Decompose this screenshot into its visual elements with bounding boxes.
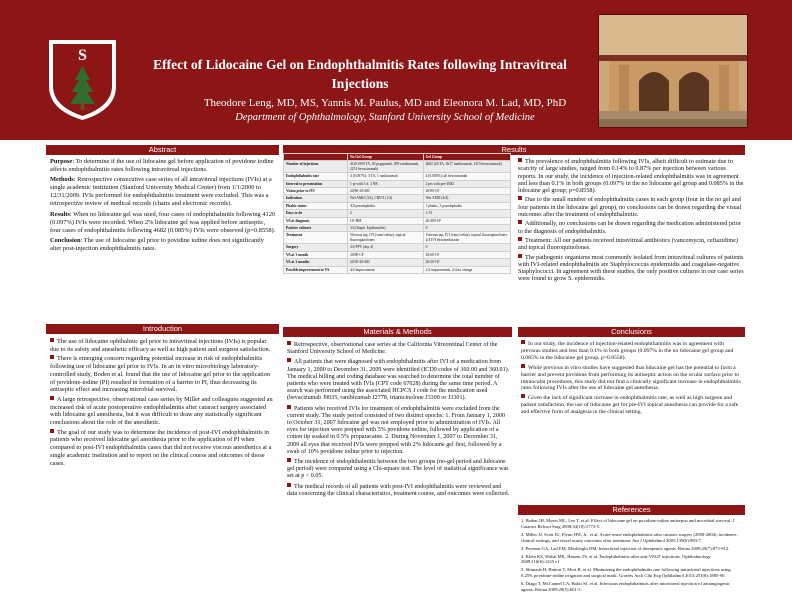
- reference-item: 6. Diago T, McCannel CA, Bakri SJ, et al. Infectious endophthalmitis after intravitreal injection of antiangiogenic agents. Retina 2009;29(5):601-5.: [521, 581, 731, 593]
- abstract-heading: Abstract: [46, 145, 279, 155]
- bullet-icon: [518, 196, 522, 200]
- bullet-icon: [287, 341, 291, 345]
- reference-item: 1. Boden JH, Myers ML, Lee T, et al. Effect of lidocaine gel on povidone-iodine antisepsis and microbial survival. J Cataract Refract Surg 2008;34(10):1773-5.: [521, 518, 735, 529]
- table-header-cell: Gel Group: [423, 154, 510, 161]
- stanford-tree-shield-icon: [45, 36, 120, 122]
- list-item: A large retrospective, observational case series by Miller and colleagues suggested an increased risk of acute postoperative endophthalmitis after cataract surgery associated with lidocaine gel anesthesia, but it was difficult to draw any statistically significant conclusions about the role of the anesthetic.: [50, 395, 273, 427]
- bullet-icon: [287, 405, 291, 409]
- introduction-heading: Introduction: [46, 324, 279, 334]
- introduction-body: [50, 338, 276, 469]
- bullet-icon: [287, 483, 291, 487]
- table-row: VA at 3 months 20/50-20/400 20/20-CF: [284, 259, 511, 266]
- poster-header: [0, 0, 792, 140]
- list-item: Due to the small number of endophthalmitis cases in each group (four in the no gel and four patients in the lidocaine gel group), no conclusions can be drawn regarding the visual outcomes after the treatment of endophthalmitis.: [518, 196, 742, 219]
- table-row: VA at 1 month 20/80-CF 20/60-CF: [284, 251, 511, 258]
- table-row: Number of injections 4120 (809 TA, 20 pegaptanib, 859 ranibizumab, 2251 bevacizumab) 4682 (26 TA, 3617 ranibizumab, 1415 bevacizumab): [284, 161, 511, 173]
- bullet-icon: [518, 254, 522, 258]
- poster-authors: Theodore Leng, MD, MS, Yannis M. Paulus, MD and Eleonora M. Lad, MD, PhD: [203, 97, 567, 109]
- bullet-icon: [287, 458, 291, 462]
- list-item: The pathogenic organisms most commonly isolated from intravitreal cultures of patients with IVI-related endophthalmitis are Staphylococcus epidermidis and coagulase-negative Staphylococci. In agreement with these studies, the only positive cultures in our case series were found to grow S. epidermidis.: [518, 253, 744, 283]
- results-body: [518, 158, 744, 285]
- bullet-icon: [50, 355, 54, 359]
- reference-item: 5. Shimada H, Hattori T, Mori R, et al. Minimizing the endophthalmitis rate following intravitreal injections using 0.25% povidone-iodine irrigation and surgical mask. Graefes Arch Clin Exp Ophthalmol 2013;251(8):1885-90.: [521, 567, 731, 579]
- list-item: The medical records of all patients with post-IVI endophthalmitis were reviewed and data concerning the clinical characteristics, treatment course, and outcomes were collected.: [287, 483, 510, 497]
- bullet-icon: [287, 358, 291, 362]
- results-table: [283, 153, 511, 274]
- table-row: Phakic status All pseudophakic 1 phakic, 3 pseudophakic: [284, 202, 511, 209]
- list-item: All patients that were diagnosed with endophthalmitis after IVI of a medication from January 1, 2000 to December 31, 2009 were identified (ICD9 codes of 360.00 and 360.01). The medical billing and coding database was searched to determine the total number of patients who were treated with IVIs (CPT code 67028) during the same time period. A search was performed using the associated HCPCS J code for the medication used (bevacizumab J9035, ranibizumab J2778, triamcinolone J3300 or J3301).: [287, 359, 510, 402]
- bullet-icon: [521, 364, 525, 368]
- table-header-row: [284, 154, 511, 161]
- reference-item: 3. Peyman GA, Lad EM, Moshfeghi DM. Intravitreal injection of therapeutic agents. Retina 2009;29(7):875-912.: [521, 545, 730, 551]
- conclusions-body: [521, 340, 743, 418]
- table-header-cell: No Gel Group: [348, 154, 424, 161]
- poster-title: Effect of Lidocaine Gel on Endophthalmitis Rates following Intravitreal Injections: [153, 57, 567, 91]
- list-item: Given the lack of significant increase in endophthalmitis rate, as well as high surgeon and patient satisfaction, the use of lidocaine gel for pre-IVI topical anesthesia can provide for a safe and effective form of analgesia in the clinical setting.: [521, 395, 739, 416]
- abstract-methods: : Retrospective consecutive case series of all intravitreal injections (IVIs) at a single academic institution (Stanford University Medical Center) from 1/1/2000 to 12/31/2009. IVIs performed for endophthalmitis treatment were excluded. This was a retrospective review of medical records (charts and electronic records).: [50, 176, 272, 208]
- table-row: Endophthalmitis rate 4 (0.097%): 3 TA, 1 ranibizumab 4 (0.085%): all bevacizumab: [284, 173, 511, 180]
- list-item: In our study, the incidence of injection-related endophthalmitis was in agreement with previous studies and less than 0.1% in both groups (0.097% in the no lidocaine gel group and 0.085% in the lidocaine gel group, p=0.8558).: [521, 341, 734, 361]
- list-item: The incidence of endophthalmitis between the two groups (no-gel period and lidocaine gel period) were compared using a Chi-square test. The level of statistical significance was set at p < 0.05.: [287, 459, 509, 480]
- list-item: Treatment: All our patients received intravitreal antibiotics (vancomycin, ceftazidime) and topical fluoroquinolones.: [518, 236, 738, 252]
- materials-body: [287, 341, 510, 500]
- table-row: Possible improvement in VA 4/4 improvement 2/4 improvement, 2/4 no change: [284, 266, 511, 273]
- list-item: The goal of our study was to determine the incidence of post-IVI endophthalmitis in patients who received lidocaine gel anesthesia prior to the application of PI when compared to post-IVI endophthalmitis cases that did not receive viscous anesthetics at a single academic institution and to report on the clinical course and outcomes of those cases.: [50, 428, 272, 467]
- bullet-icon: [518, 220, 522, 224]
- bullet-icon: [518, 158, 522, 162]
- table-row: Days to dx 2 1-13: [284, 210, 511, 217]
- table-row: Indication Wet AMD (3/4), CRVO (1/4) Wet AMD (4/4): [284, 195, 511, 202]
- references-list: [521, 518, 743, 595]
- bullet-icon: [50, 429, 54, 433]
- table-row: VA at diagnosis CF-HM 20/400-CF: [284, 217, 511, 224]
- abstract-conclusion: : The use of lidocaine gel prior to povidine iodine does not significantly alter post-injection endophthalmitis rates.: [50, 236, 264, 252]
- abstract-purpose: : To determine if the use of lidocaine gel before application of povidone iodine affects endophthalmitis rates following intravitreal injections.: [50, 158, 274, 174]
- bullet-icon: [50, 338, 54, 342]
- table-header-cell: [284, 154, 348, 161]
- table-row: Positive cultures 3/4 (Staph. Epidermidis) 0: [284, 225, 511, 232]
- abstract-results-label: Results: [50, 210, 70, 218]
- results-heading: Results: [283, 145, 745, 155]
- list-item: Retrospective, observational case series at the California Vitreoretinal Center of the Stanford University School of Medicine.: [287, 342, 498, 356]
- abstract-body: [50, 158, 276, 255]
- list-item: The use of lidocaine ophthalmic gel prior to intravitreal injections (IVIs) is popular due to its safety and anesthetic efficacy as well as high patient and surgeon satisfaction.: [50, 338, 271, 353]
- list-item: While previous in vitro studies have suggested that lidocaine gel has the potential to form a barrier and prevent povidone from performing its antiseptic action on the ocular surface prior to intraocular procedures, this study did not find a clinically significant increase in endophthalmitis rates following IVIs after the use of lidocaine gel anesthesia.: [521, 364, 741, 392]
- abstract-purpose-label: Purpose: [50, 158, 73, 165]
- list-item: There is emerging concern regarding potential increase in risk of endophthalmitis following use of lidocaine gel prior to IVIs. In an in vitro microbiology laboratory-controlled study, Boden et al. found that the use of lidocaine gel prior to the application of povidone-iodine (PI) resulted in formation of a barrier to PI, thus decreasing its antiseptic effect and increasing microbial survival.: [50, 355, 271, 394]
- svg-text:S: S: [78, 47, 87, 64]
- table-row: Treatment Vitreous tap, IVI (vanc/ceftaz), topical fluoroquinolones Vitreous tap, IVI (vanc/ceftaz), topical fluoroquinolones; 2/4 IVI dexamethasone: [284, 232, 511, 244]
- bullet-icon: [521, 340, 525, 344]
- abstract-results: : When no lidocaine gel was used, four cases of endophthalmitis following 4120 (0.097%) IVIs were recorded. When 2% lidocaine gel was applied before antiseptic, four cases of endophthalmitis following 4682 (0.085%) IVIs were observed (p=0.8558).: [50, 210, 276, 234]
- table-row: Vision prior to IVI 20/80-20/400 20/80-CF: [284, 188, 511, 195]
- list-item: Additionally, no conclusions can be drawn regarding the medication administered prior to the diagnosis of endophthalmitis.: [518, 220, 741, 235]
- list-item: The prevalence of endophthalmitis following IVIs, albeit difficult to estimate due to scarcity of large studies, ranged from 0.14% to 0.87% per injection between various reports. In our study, the incidence of injection-related endophthalmitis was in agreement and less than 0.1% in both groups (0.097% in the no lidocaine gel group and 0.085% in the lidocaine gel group, p=0.8558).: [518, 158, 744, 195]
- reference-item: 4. Klein KS, Walsh MK, Hassan TS, et al. Endophthalmitis after anti-VEGF injections. Ophthalmology 2009;116(6):1225 e1.: [521, 553, 711, 565]
- materials-heading: Materials & Methods: [283, 327, 512, 337]
- bullet-icon: [521, 394, 525, 398]
- poster-department: Department of Ophthalmology, Stanford University School of Medicine: [235, 112, 535, 123]
- bullet-icon: [50, 396, 54, 400]
- bullet-icon: [518, 237, 522, 241]
- abstract-conclusion-label: Conclusion: [50, 236, 81, 244]
- table-row: Interval to presentation 1 pt with 3 d; 3 NR 2 pts with pre-DM2: [284, 180, 511, 187]
- abstract-methods-label: Methods: [50, 176, 74, 184]
- list-item: Patients who received IVIs for treatment of endophthalmitis were excluded from the current study. The study period consisted of two distinct epochs: 1. From January 1, 2000 to October 31, 2007 lidocaine gel was not employed prior to administration of IVIs. All eyes for injection were prepped with 5% povidone iodine, followed by application of a cotton tip soaked in 0.5% proparacaine. 2. During November 1, 2007 to December 31, 2009 all eyes that received IVIs were prepped with 2% lidocaine gel first, followed by a swab of 10% povidone iodine prior to injection.: [287, 405, 505, 455]
- references-heading: References: [518, 505, 745, 515]
- stanford-campus-photo: [598, 14, 748, 128]
- reference-item: 2. Miller JJ, Scott IU, Flynn HW, Jr., et al. Acute-onset endophthalmitis after cataract surgery (2000-2004): incidence, clinical settings, and visual acuity outcomes after treatment. Am J Ophthalmol 2005;139(6):983-7.: [521, 531, 738, 543]
- table-row: Surgery 3/4 PPV (day 2) 0: [284, 244, 511, 251]
- conclusions-heading: Conclusions: [518, 327, 745, 337]
